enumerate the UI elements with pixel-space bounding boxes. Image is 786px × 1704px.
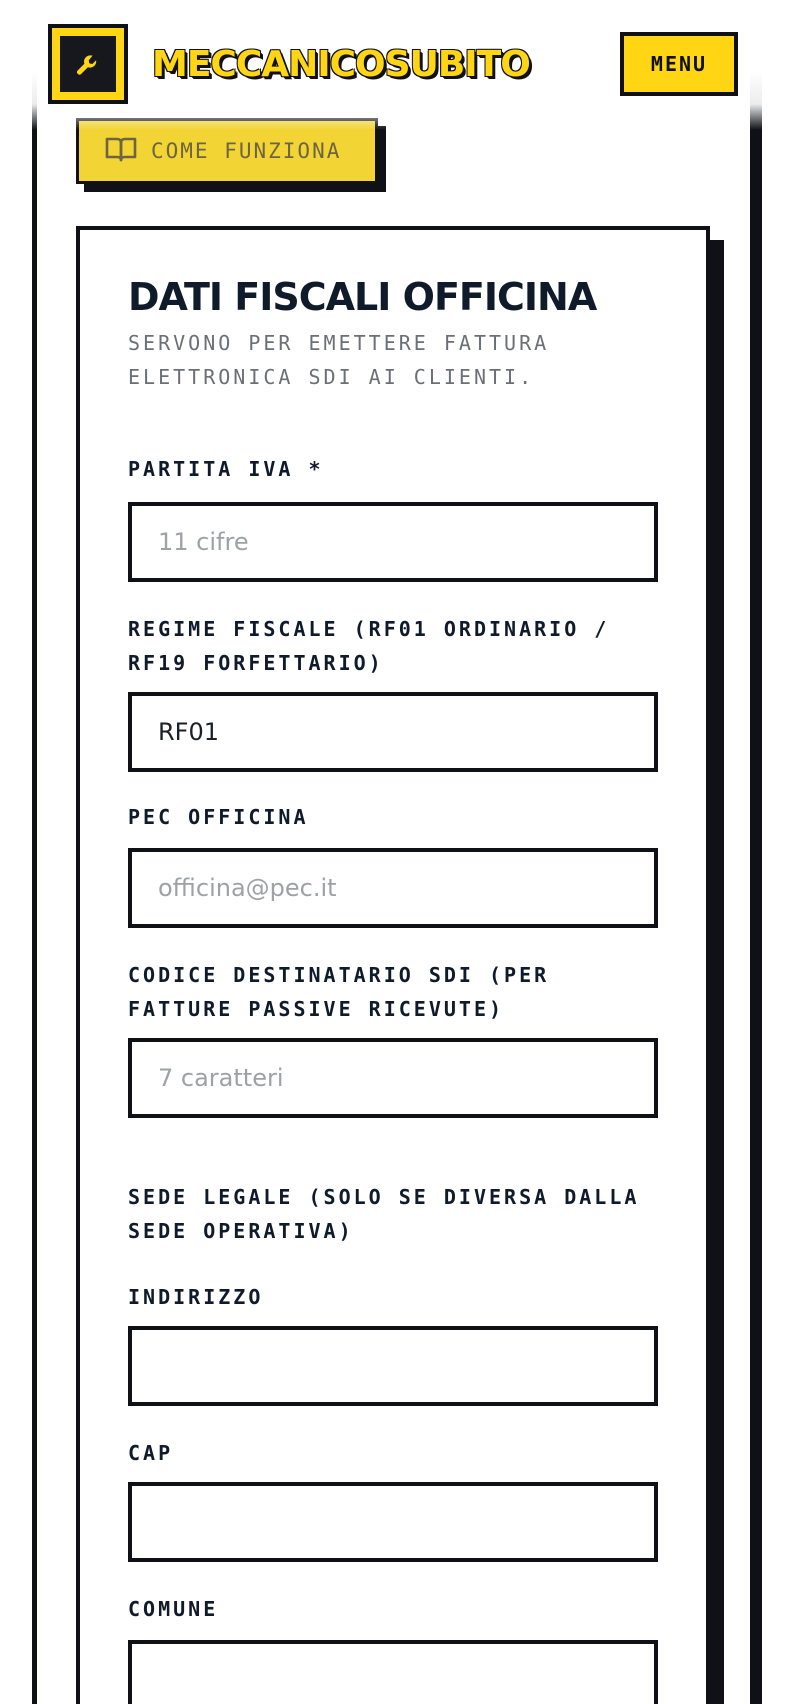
- logo[interactable]: [48, 24, 128, 104]
- vat-number-label: PARTITA IVA *: [128, 457, 324, 481]
- city-input[interactable]: [128, 1640, 658, 1704]
- vat-number-input[interactable]: [128, 502, 658, 582]
- sdi-code-input[interactable]: [128, 1038, 658, 1118]
- pec-input[interactable]: [128, 848, 658, 928]
- wrench-icon: [60, 36, 116, 92]
- brand-name[interactable]: MECCANICOSUBITO: [152, 44, 530, 85]
- fiscal-data-card: [76, 226, 710, 1704]
- postal-code-label: CAP: [128, 1441, 174, 1465]
- book-icon: [105, 136, 137, 166]
- address-label: INDIRIZZO: [128, 1285, 264, 1309]
- sdi-code-label: CODICE DESTINATARIO SDI (PER FATTURE PASSIVE RICEVUTE): [128, 963, 550, 1021]
- address-input[interactable]: [128, 1326, 658, 1406]
- form-title: DATI FISCALI OFFICINA: [128, 275, 597, 319]
- tax-regime-input[interactable]: [128, 692, 658, 772]
- tax-regime-label: REGIME FISCALE (RF01 ORDINARIO / RF19 FORFETTARIO): [128, 617, 610, 675]
- top-bar: [0, 0, 786, 130]
- form-subtitle: SERVONO PER EMETTERE FATTURA ELETTRONICA SDI AI CLIENTI.: [128, 331, 550, 389]
- postal-code-input[interactable]: [128, 1482, 658, 1562]
- how-it-works-label: COME FUNZIONA: [151, 139, 342, 163]
- menu-button[interactable]: MENU: [620, 32, 738, 96]
- pec-label: PEC OFFICINA: [128, 805, 309, 829]
- legal-address-section-title: SEDE LEGALE (SOLO SE DIVERSA DALLA SEDE OPERATIVA): [128, 1185, 640, 1243]
- city-label: COMUNE: [128, 1597, 219, 1621]
